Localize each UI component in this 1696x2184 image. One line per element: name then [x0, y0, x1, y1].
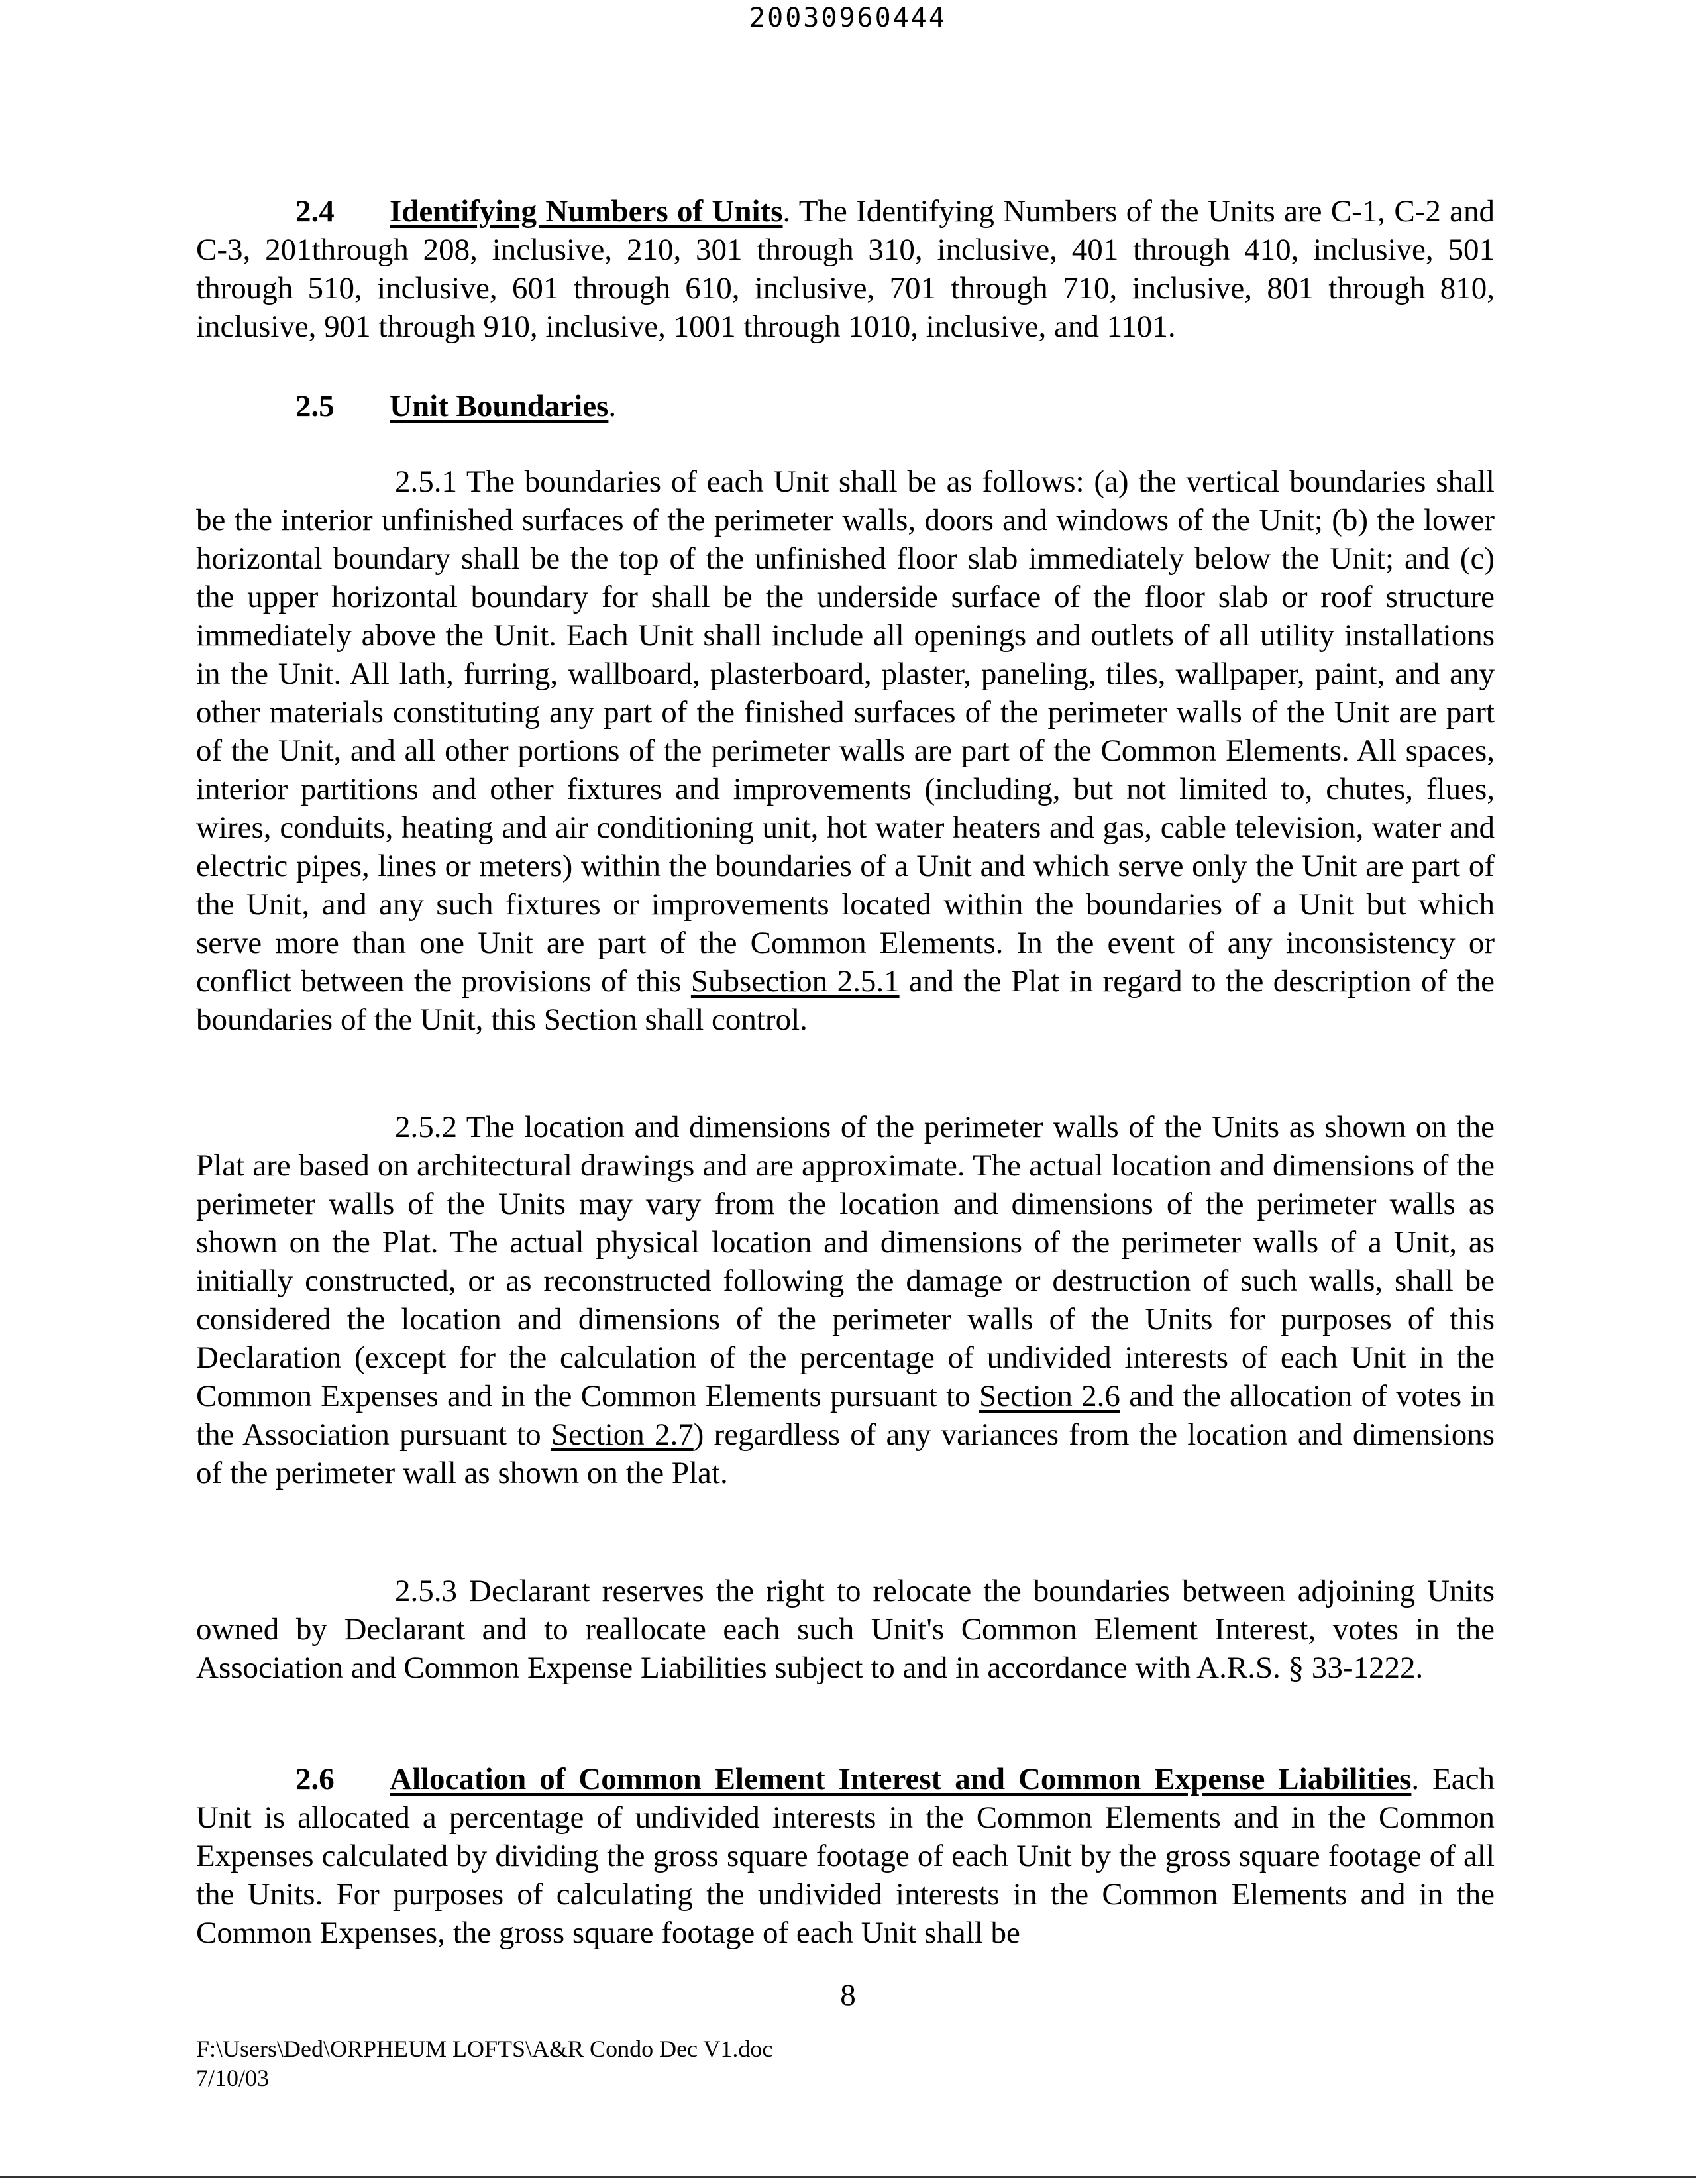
subsection-number: 2.5.1	[395, 464, 457, 499]
document-number: 20030960444	[749, 3, 947, 33]
section-body: Each Unit is allocated a percentage of undivided interests in the Common Elements and in the Common Expenses calculated by dividing the gross square footage of each Unit by the gross square footage of all the Units. For purposes of calculating the undivided interests in the Common Elements and in the Common Expenses, the gross square footage of each Unit shall be	[196, 1762, 1495, 1950]
footer-date: 7/10/03	[196, 2065, 270, 2091]
subsection-2-5-2	[196, 1108, 1495, 1492]
section-title: Allocation of Common Element Interest and Common Expense Liabilities	[390, 1762, 1412, 1796]
file-path: F:\Users\Ded\ORPHEUM LOFTS\A&R Condo Dec V1.doc	[196, 2036, 773, 2062]
subsection-body: Declarant reserves the right to relocate the boundaries between adjoining Units owned by Declarant and to reallocate each such Unit's Common Element Interest, votes in the Association and Common Expense Liabilities subject to and in accordance with A.R.S. § 33-1222.	[196, 1574, 1495, 1685]
section-body: The Identifying Numbers of the Units are C-1, C-2 and C-3, 201through 208, inclusive, 210, 301 through 310, inclusive, 401 through 410, inclusive, 501 through 510, inclusive, 601 through 610, inclusive, 701 through 710, inclusive, 801 through 810, inclusive, 901 through 910, inclusive, 1001 through 1010, inclusive, and 1101.	[196, 194, 1495, 344]
subsection-body-middle: and the allocation of votes in the Association pursuant to	[196, 1379, 1495, 1452]
section-2-7-reference: Section 2.7	[551, 1417, 694, 1452]
section-title: Unit Boundaries	[390, 389, 609, 423]
subsection-body: The boundaries of each Unit shall be as follows: (a) the vertical boundaries shall be the interior unfinished surfaces of the perimeter walls, doors and windows of the Unit; (b) the lower horizontal boundary shall be the top of the unfinished floor slab immediately below the Unit; and (c) the upper horizontal boundary for shall be the underside surface of the floor slab or roof structure immediately above the Unit. Each Unit shall include all openings and outlets of all utility installations in the Unit. All lath, furring, wallboard, plasterboard, plaster, paneling, tiles, wallpaper, paint, and any other materials constituting any part of the finished surfaces of the perimeter walls of the Unit are part of the Unit, and all other portions of the perimeter walls are part of the Common Elements. All spaces, interior partitions and other fixtures and improvements (including, but not limited to, chutes, flues, wires, conduits, heating and air conditioning unit, hot water heaters and gas, cable television, water and electric pipes, lines or meters) within the boundaries of a Unit and which serve only the Unit are part of the Unit, and any such fixtures or improvements located within the boundaries of a Unit but which serve more than one Unit are part of the Common Elements. In the event of any inconsistency or conflict between the provisions of this	[196, 464, 1495, 999]
footer	[196, 2034, 772, 2093]
section-title: Identifying Numbers of Units	[390, 194, 783, 229]
subsection-body: The location and dimensions of the perimeter walls of the Units as shown on the Plat are based on architectural drawings and are approximate. The actual location and dimensions of the perimeter walls of the Units may vary from the location and dimensions of the perimeter walls as shown on the Plat. The actual physical location and dimensions of the perimeter walls of a Unit, as initially constructed, or as reconstructed following the damage or destruction of such walls, shall be considered the location and dimensions of the perimeter walls of the Units for purposes of this Declaration (except for the calculation of the percentage of undivided interests of each Unit in the Common Expenses and in the Common Elements pursuant to	[196, 1110, 1495, 1413]
subsection-number: 2.5.3	[395, 1574, 457, 1608]
section-2-6	[196, 1760, 1495, 1952]
section-number: 2.5	[295, 389, 335, 423]
subsection-reference: Subsection 2.5.1	[690, 964, 900, 999]
subsection-number: 2.5.2	[395, 1110, 457, 1144]
subsection-body-end: and the Plat in regard to the description of the boundaries of the Unit, this Section shall control.	[196, 964, 1495, 1037]
section-2-4	[196, 192, 1495, 346]
bottom-rule	[0, 2176, 1696, 2178]
section-2-5	[196, 387, 1495, 425]
section-title-period: .	[782, 194, 791, 229]
subsection-2-5-3	[196, 1572, 1495, 1687]
page-number: 8	[840, 1978, 856, 2012]
subsection-body-end: ) regardless of any variances from the location and dimensions of the perimeter wall as shown on the Plat.	[196, 1417, 1495, 1490]
subsection-2-5-1	[196, 463, 1495, 1039]
section-title-period: .	[1411, 1762, 1420, 1796]
section-number: 2.4	[295, 194, 335, 229]
section-title-period: .	[608, 389, 617, 423]
section-number: 2.6	[295, 1762, 335, 1796]
section-2-6-reference: Section 2.6	[979, 1379, 1120, 1413]
